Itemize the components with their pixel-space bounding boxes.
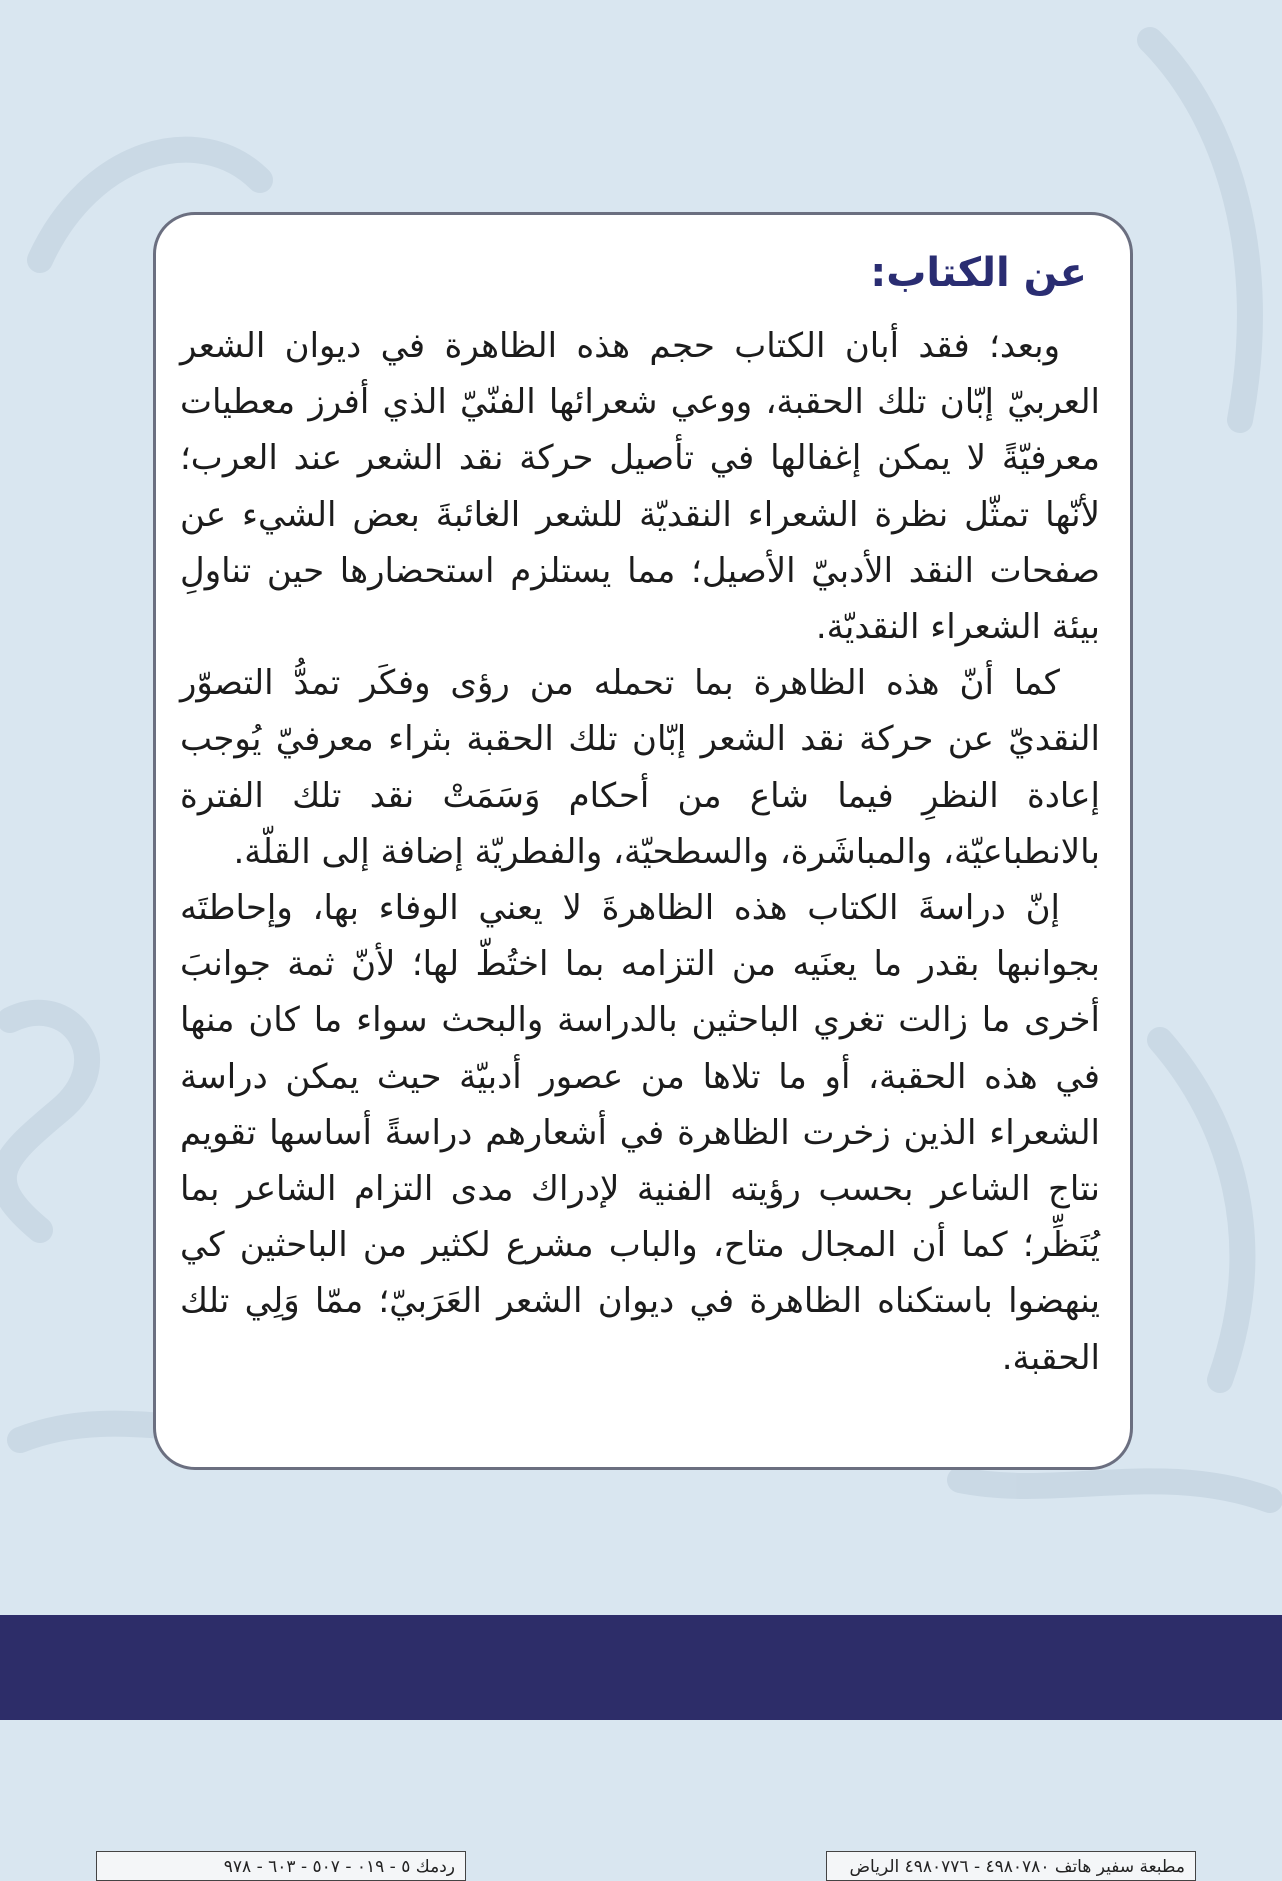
isbn-label: ردمك ٥ - ٠١٩ - ٥٠٧ - ٦٠٣ - ٩٧٨ — [96, 1851, 466, 1881]
paragraph-1: وبعد؛ فقد أبان الكتاب حجم هذه الظاهرة في ديوان الشعر العربيّ إبّان تلك الحقبة، ووعي شعرائها الفنّيّ الذي أفرز معطيات معرفيّةً لا يمكن إغفالها في تأصيل حركة نقد الشعر عند العرب؛ لأنّها تمثّل نظرة الشعراء النقديّة للشعر الغائبةَ بعض الشيء عن صفحات النقد الأدبيّ الأصيل؛ مما يستلزم استحضارها حين تناولِ بيئة الشعراء النقديّة. — [180, 326, 1100, 648]
paragraph-3: إنّ دراسةَ الكتاب هذه الظاهرةَ لا يعني الوفاء بها، وإحاطتَه بجوانبها بقدر ما يعنَيه من التزامه بما اختُطّ لها؛ لأنّ ثمة جوانبَ أخرى ما زالت تغري الباحثين بالدراسة والبحث سواء ما كان منها في هذه الحقبة، أو ما تلاها من عصور أدبيّة حيث يمكن دراسة الشعراء الذين زخرت الظاهرة في أشعارهم دراسةً أساسها تقويم نتاج الشاعر بحسب رؤيته الفنية لإدراك مدى التزام الشاعر بما يُنَظِّر؛ كما أن المجال متاح، والباب مشرع لكثير من الباحثين كي ينهضوا باستكناه الظاهرة في ديوان الشعر العَرَبيّ؛ ممّا وَلِي تلك الحقبة. — [180, 888, 1100, 1378]
paragraph-2: كما أنّ هذه الظاهرة بما تحمله من رؤى وفكَر تمدُّ التصوّر النقديّ عن حركة نقد الشعر إبّان تلك الحقبة بثراء معرفيّ يُوجب إعادة النظرِ فيما شاع من أحكام وَسَمَتْ نقد تلك الفترة بالانطباعيّة، والمباشَرة، والسطحيّة، والفطريّة إضافة إلى القلّة. — [180, 663, 1100, 872]
about-book-heading: عن الكتاب: — [870, 250, 1087, 296]
printer-info: مطبعة سفير هاتف ٤٩٨٠٧٨٠ - ٤٩٨٠٧٧٦ الرياض — [826, 1851, 1196, 1881]
footer-band — [0, 1615, 1282, 1720]
about-book-text — [180, 318, 1100, 1386]
